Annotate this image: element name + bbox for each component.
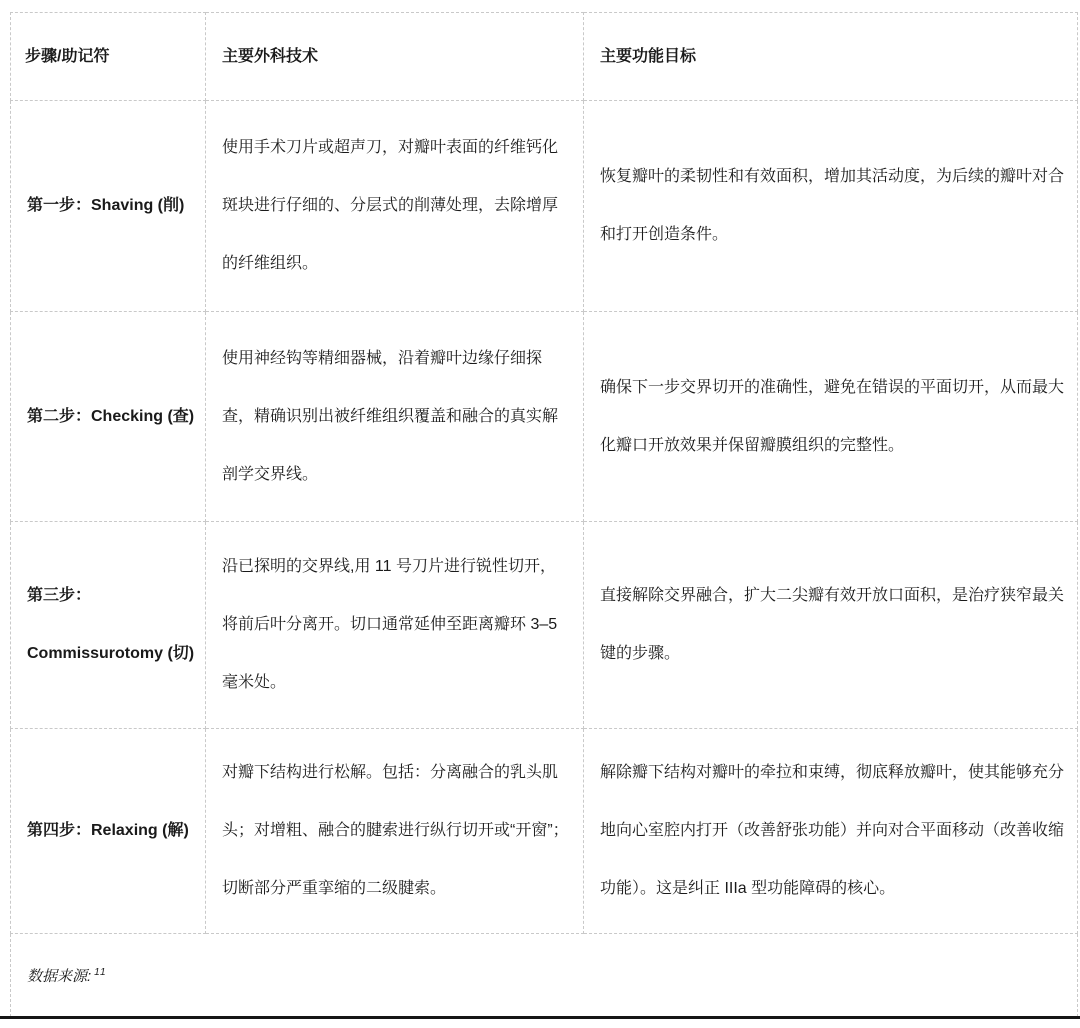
column-header-step: 步骤/助记符 xyxy=(11,13,206,101)
bottom-divider xyxy=(0,1016,1080,1019)
goal-cell: 解除瓣下结构对瓣叶的牵拉和束缚，彻底释放瓣叶，使其能够充分地向心室腔内打开（改善舒张功能）并向对合平面移动（改善收缩功能）。这是纠正 IIIa 型功能障碍的核心。 xyxy=(584,729,1078,934)
surgical-steps-table xyxy=(10,12,1078,1017)
step-cell: 第二步：Checking (查) xyxy=(11,312,206,522)
goal-cell: 恢复瓣叶的柔韧性和有效面积，增加其活动度，为后续的瓣叶对合和打开创造条件。 xyxy=(584,101,1078,312)
table-row-step4 xyxy=(11,729,1078,934)
goal-cell: 直接解除交界融合，扩大二尖瓣有效开放口面积，是治疗狭窄最关键的步骤。 xyxy=(584,522,1078,729)
step-cell: 第三步：Commissurotomy (切) xyxy=(11,522,206,729)
technique-cell: 沿已探明的交界线,用 11 号刀片进行锐性切开，将前后叶分离开。切口通常延伸至距离瓣环 3–5 毫米处。 xyxy=(206,522,584,729)
data-source-cell xyxy=(11,934,1078,1017)
data-source-label: 数据来源: xyxy=(27,968,92,986)
table-row-step3 xyxy=(11,522,1078,729)
technique-cell: 对瓣下结构进行松解。包括：分离融合的乳头肌头；对增粗、融合的腱索进行纵行切开或“开窗”；切断部分严重挛缩的二级腱索。 xyxy=(206,729,584,934)
technique-cell: 使用神经钩等精细器械，沿着瓣叶边缘仔细探查，精确识别出被纤维组织覆盖和融合的真实解剖学交界线。 xyxy=(206,312,584,522)
table-row-step2 xyxy=(11,312,1078,522)
step-cell: 第一步：Shaving (削) xyxy=(11,101,206,312)
table-footer-row xyxy=(11,934,1078,1017)
table-row-step1 xyxy=(11,101,1078,312)
technique-cell: 使用手术刀片或超声刀，对瓣叶表面的纤维钙化斑块进行仔细的、分层式的削薄处理，去除增厚的纤维组织。 xyxy=(206,101,584,312)
goal-cell: 确保下一步交界切开的准确性，避免在错误的平面切开，从而最大化瓣口开放效果并保留瓣膜组织的完整性。 xyxy=(584,312,1078,522)
table-header-row xyxy=(11,13,1078,101)
data-source-ref-number: 11 xyxy=(94,967,107,979)
column-header-goal: 主要功能目标 xyxy=(584,13,1078,101)
column-header-technique: 主要外科技术 xyxy=(206,13,584,101)
step-cell: 第四步：Relaxing (解) xyxy=(11,729,206,934)
